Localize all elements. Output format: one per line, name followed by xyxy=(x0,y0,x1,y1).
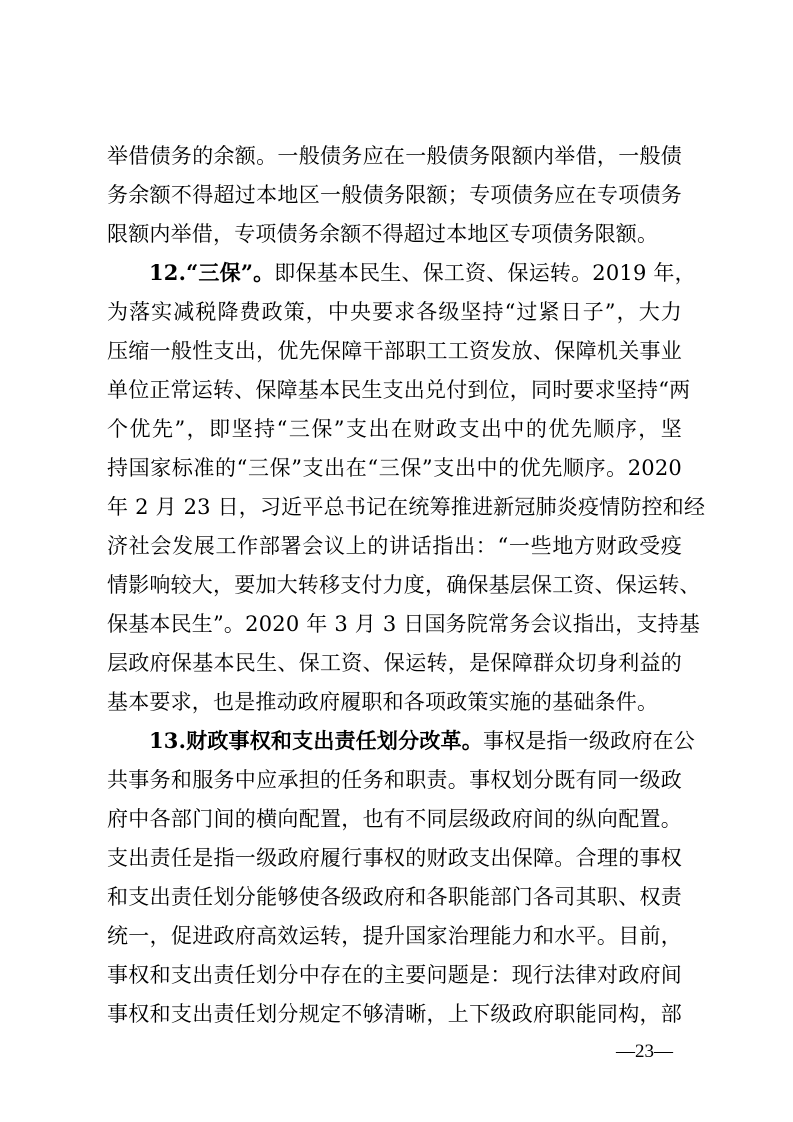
text-line: 支出责任是指一级政府履行事权的财政支出保障。合理的事权 xyxy=(107,846,682,870)
text-line: 基本要求，也是推动政府履职和各项政策实施的基础条件。 xyxy=(107,690,659,714)
section-heading: 12.“三保”。 xyxy=(149,260,275,285)
text-line: 压缩一般性支出，优先保障干部职工工资发放、保障机关事业 xyxy=(107,339,682,363)
text-line: 个优先”，即坚持“三保”支出在财政支出中的优先顺序，坚 xyxy=(107,417,682,441)
text-line: 层政府保基本民生、保工资、保运转，是保障群众切身利益的 xyxy=(107,651,682,675)
text-line: 务余额不得超过本地区一般债务限额；专项债务应在专项债务 xyxy=(107,183,682,207)
text-line: 共事务和服务中应承担的任务和职责。事权划分既有同一级政 xyxy=(107,768,682,792)
text-line: 保基本民生”。2020 年 3 月 3 日国务院常务会议指出，支持基 xyxy=(107,612,701,636)
text-line: 限额内举借，专项债务余额不得超过本地区专项债务限额。 xyxy=(107,222,659,246)
section-12-heading-line xyxy=(149,258,696,288)
section-13-heading-line xyxy=(149,726,695,756)
text-line: 事权和支出责任划分中存在的主要问题是：现行法律对政府间 xyxy=(107,963,682,987)
text-line: 和支出责任划分能够使各级政府和各职能部门各司其职、权责 xyxy=(107,885,682,909)
section-heading: 13.财政事权和支出责任划分改革。 xyxy=(149,728,483,753)
text-line: 济社会发展工作部署会议上的讲话指出：“一些地方财政受疫 xyxy=(107,534,682,558)
text-line: 事权和支出责任划分规定不够清晰，上下级政府职能同构，部 xyxy=(107,1002,682,1026)
text-line: 年 2 月 23 日，习近平总书记在统筹推进新冠肺炎疫情防控和经 xyxy=(107,495,706,519)
text-line: 持国家标准的“三保”支出在“三保”支出中的优先顺序。2020 xyxy=(107,456,682,480)
page-number: —23— xyxy=(616,1041,673,1062)
text-line: 统一，促进政府高效运转，提升国家治理能力和水平。目前， xyxy=(107,924,682,948)
section-text: 事权是指一级政府在公 xyxy=(482,729,695,753)
text-line: 单位正常运转、保障基本民生支出兑付到位，同时要求坚持“两 xyxy=(107,378,691,402)
text-line: 为落实减税降费政策，中央要求各级坚持“过紧日子”，大力 xyxy=(107,300,682,324)
text-line: 举借债务的余额。一般债务应在一般债务限额内举借，一般债 xyxy=(107,144,682,168)
text-line: 府中各部门间的横向配置，也有不同层级政府间的纵向配置。 xyxy=(107,807,682,831)
text-line: 情影响较大，要加大转移支付力度，确保基层保工资、保运转、 xyxy=(107,573,701,597)
section-text: 即保基本民生、保工资、保运转。2019 年， xyxy=(274,261,696,285)
